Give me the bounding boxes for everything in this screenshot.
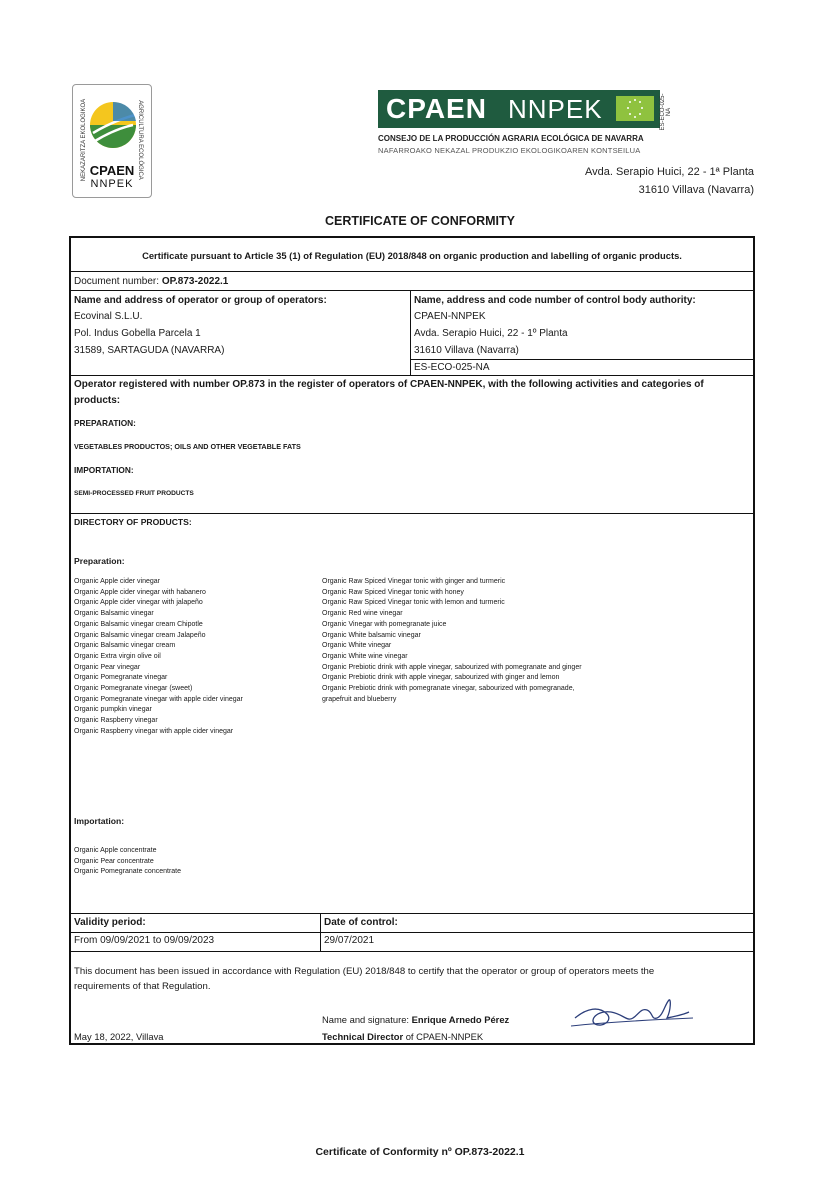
- control-date-value: 29/07/2021: [324, 935, 375, 946]
- operator-line-2: Pol. Indus Gobella Parcela 1: [74, 328, 201, 339]
- product-list-item: grapefruit and blueberry: [322, 695, 397, 703]
- product-list-item: Organic White wine vinegar: [322, 652, 408, 660]
- banner-name: CPAEN: [386, 93, 487, 124]
- product-list-item: Organic Apple cider vinegar: [74, 578, 160, 585]
- seal-sub: NNPEK: [90, 178, 134, 190]
- validity-value: From 09/09/2021 to 09/09/2023: [74, 935, 215, 946]
- product-list-item: Organic Red wine vinegar: [322, 610, 403, 618]
- product-list-item: Organic Raspberry vinegar: [74, 717, 158, 725]
- authority-line-1: CPAEN-NNPEK: [414, 311, 486, 322]
- preparation-list-right: [322, 577, 582, 705]
- authority-label: Name, address and code number of control body authority:: [414, 295, 696, 306]
- authority-line-2: Avda. Serapio Huici, 22 - 1º Planta: [414, 328, 568, 339]
- product-list-item: Organic Raspberry vinegar with apple cider vinegar: [74, 727, 234, 735]
- product-list-item: Organic Raw Spiced Vinegar tonic with ginger and turmeric: [322, 578, 506, 585]
- document-number-label: Document number:: [74, 276, 162, 287]
- product-list-item: Organic Pomegranate vinegar: [74, 674, 168, 682]
- handwritten-signature: [567, 988, 697, 1038]
- importation-label: Importation:: [74, 816, 125, 826]
- product-list-item: Organic Prebiotic drink with apple vinegar, sabourized with ginger and lemon: [322, 674, 560, 682]
- signature-name-value: Enrique Arnedo Pérez: [411, 1014, 510, 1025]
- banner-sub: NNPEK: [508, 94, 603, 124]
- activity-detail-importation: SEMI-PROCESSED FRUIT PRODUCTS: [74, 490, 194, 497]
- product-list-item: Organic Vinegar with pomegranate juice: [322, 620, 447, 628]
- seal-left-text: NEKAZARITZA EKOLOGIKOA: [81, 98, 87, 182]
- activity-heading-importation: IMPORTATION:: [74, 465, 134, 475]
- product-list-item: Organic Apple cider vinegar with habanero: [74, 588, 206, 596]
- seal-name: CPAEN: [89, 163, 135, 178]
- cpaen-banner-logo: [378, 90, 660, 128]
- product-list-item: Organic Raw Spiced Vinegar tonic with honey: [322, 588, 464, 596]
- statement-line-2: requirements of that Regulation.: [74, 981, 211, 992]
- document-number: [74, 276, 228, 287]
- seal-right-text: AGRICULTURA ECOLÓGICA: [137, 100, 143, 180]
- signature-role: [322, 1031, 483, 1042]
- statement-line-1: This document has been issued in accordance with Regulation (EU) 2018/848 to certify that the operator or group of operators meets the: [74, 966, 655, 977]
- banner-line-1: CONSEJO DE LA PRODUCCIÓN AGRARIA ECOLÓGICA DE NAVARRA: [378, 134, 644, 143]
- signature-role-title: Technical Director: [322, 1031, 404, 1042]
- importation-list: [74, 846, 181, 878]
- operator-line-3: 31589, SARTAGUDA (NAVARRA): [74, 345, 225, 356]
- signature-name: [322, 1014, 509, 1025]
- banner-line-2: NAFARROAKO NEKAZAL PRODUKZIO EKOLOGIKOAREN KONTSEILUA: [378, 146, 641, 155]
- authority-line-3: 31610 Villava (Navarra): [414, 345, 519, 356]
- product-list-item: Organic Extra virgin olive oil: [74, 652, 161, 660]
- page-title: CERTIFICATE OF CONFORMITY: [324, 214, 516, 228]
- operator-label: Name and address of operator or group of operators:: [74, 295, 327, 306]
- product-list-item: Organic Prebiotic drink with pomegranate vinegar, sabourized with pomegranade,: [322, 685, 575, 693]
- product-list-item: Organic Balsamic vinegar cream Jalapeño: [74, 631, 206, 639]
- product-list-item: Organic Balsamic vinegar cream: [74, 642, 176, 650]
- page-footer: Certificate of Conformity nº OP.873-2022.1: [315, 1146, 525, 1158]
- preparation-label: Preparation:: [74, 556, 125, 566]
- authority-line-4: ES-ECO-025-NA: [414, 362, 490, 373]
- product-list-item: Organic Pomegranate vinegar (sweet): [74, 685, 193, 693]
- control-date-label: Date of control:: [324, 917, 398, 928]
- registered-line-2: products:: [74, 395, 121, 406]
- banner-side-code: ES-ECO-025-NA: [660, 93, 672, 131]
- header-address-line-2: 31610 Villava (Navarra): [638, 184, 754, 196]
- signature-name-label: Name and signature:: [322, 1014, 412, 1025]
- product-list-item: Organic Prebiotic drink with apple vinegar, sabourized with pomegranate and ginger: [322, 663, 582, 671]
- registered-line-1: Operator registered with number OP.873 in the register of operators of CPAEN-NNPEK, with the following activities and categories of: [74, 379, 704, 390]
- directory-label: DIRECTORY OF PRODUCTS:: [74, 517, 192, 527]
- preparation-list-left: [74, 577, 243, 738]
- certificate-frame: [69, 236, 755, 1045]
- header-address-line-1: Avda. Serapio Huici, 22 - 1ª Planta: [585, 166, 754, 178]
- product-list-item: Organic Pomegranate vinegar with apple cider vinegar: [74, 695, 243, 703]
- product-list-item: Organic Balsamic vinegar: [74, 610, 154, 618]
- eu-organic-leaf-icon: [616, 96, 654, 121]
- product-list-item: Organic Apple cider vinegar with jalapeño: [74, 599, 203, 607]
- product-list-item: Organic Balsamic vinegar cream Chipotle: [74, 620, 203, 628]
- product-list-item: Organic pumpkin vinegar: [74, 706, 152, 714]
- import-list-item: Organic Apple concentrate: [74, 847, 157, 854]
- activity-heading-preparation: PREPARATION:: [74, 418, 136, 428]
- place-date: May 18, 2022, Villava: [74, 1031, 164, 1042]
- activity-detail-preparation: VEGETABLES PRODUCTOS; OILS AND OTHER VEGETABLE FATS: [74, 442, 301, 451]
- document-number-value: OP.873-2022.1: [161, 276, 229, 287]
- signature-role-suffix: of CPAEN-NNPEK: [403, 1031, 484, 1042]
- import-list-item: Organic Pear concentrate: [74, 857, 154, 865]
- product-list-item: Organic White balsamic vinegar: [322, 631, 421, 639]
- product-list-item: Organic Raw Spiced Vinegar tonic with lemon and turmeric: [322, 599, 505, 607]
- pursuant-text: Certificate pursuant to Article 35 (1) of Regulation (EU) 2018/848 on organic production and labelling of organic products.: [142, 250, 682, 261]
- product-list-item: Organic White vinegar: [322, 642, 392, 650]
- validity-label: Validity period:: [74, 917, 146, 928]
- operator-line-1: Ecovinal S.L.U.: [74, 311, 143, 322]
- import-list-item: Organic Pomegranate concentrate: [74, 868, 182, 876]
- cpaen-seal-logo: [72, 84, 152, 198]
- product-list-item: Organic Pear vinegar: [74, 663, 141, 671]
